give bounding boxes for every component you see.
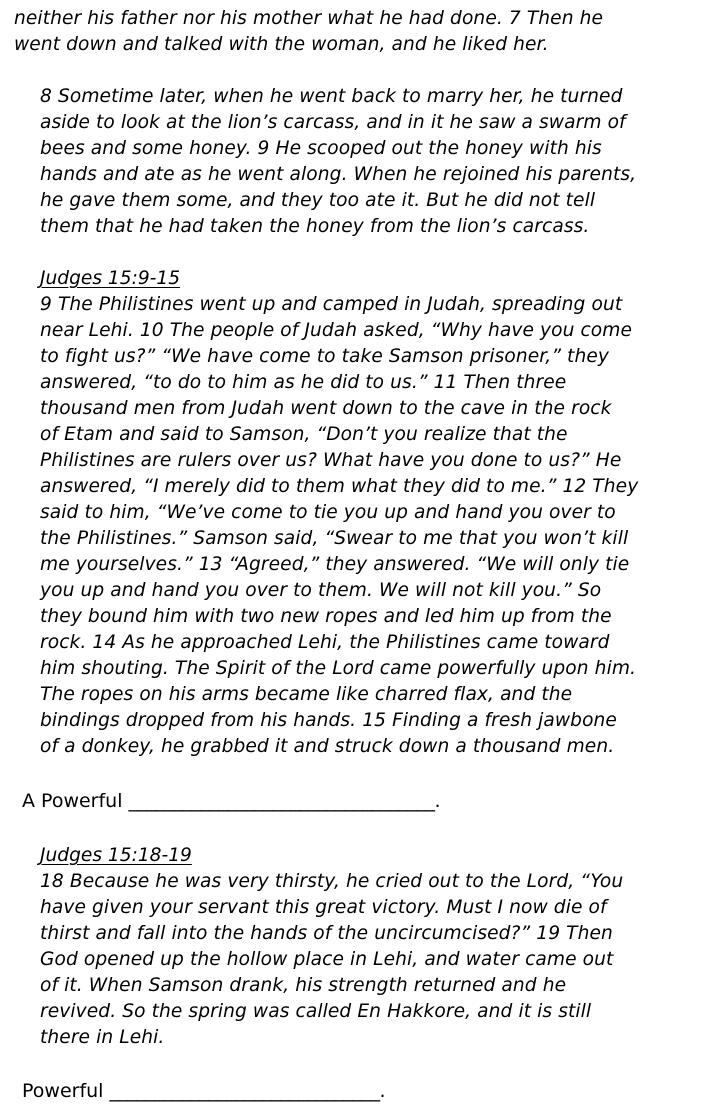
- text-line: hands and ate as he went along. When he rejoined his parents,: [40, 164, 637, 185]
- scripture-passage-2: [40, 869, 623, 1051]
- text-line: they bound him with two new ropes and led him up from the: [40, 606, 612, 627]
- text-line: Philistines are rulers over us? What have you done to us?” He: [40, 450, 622, 471]
- scripture-reference-1: Judges 15:9-15: [40, 268, 181, 289]
- text-line: went down and talked with the woman, and he liked her.: [14, 34, 549, 55]
- text-line: the Philistines.” Samson said, “Swear to me that you won’t kill: [40, 528, 629, 549]
- text-line: of it. When Samson drank, his strength returned and he: [40, 975, 567, 996]
- text-line: thirst and fall into the hands of the uncircumcised?” 19 Then: [40, 923, 613, 944]
- text-line: you up and hand you over to them. We will not kill you.” So: [40, 580, 602, 601]
- text-line: aside to look at the lion’s carcass, and in it he saw a swarm of: [40, 112, 626, 133]
- text-line: said to him, “We’ve come to tie you up and hand you over to: [40, 502, 616, 523]
- text-line: bindings dropped from his hands. 15 Finding a fresh jawbone: [40, 710, 617, 731]
- fill-in-period: .: [434, 790, 441, 812]
- text-line: him shouting. The Spirit of the Lord came powerfully upon him.: [40, 658, 637, 679]
- text-line: 8 Sometime later, when he went back to marry her, he turned: [40, 86, 623, 107]
- text-line: 9 The Philistines went up and camped in Judah, spreading out: [40, 294, 623, 315]
- text-line: of a donkey, he grabbed it and struck down a thousand men.: [40, 736, 615, 757]
- text-line: near Lehi. 10 The people of Judah asked, “Why have you come: [40, 320, 633, 341]
- text-line: God opened up the hollow place in Lehi, and water came out: [40, 949, 614, 970]
- fill-in-blank-2: [22, 1078, 386, 1104]
- text-line: to fight us?” “We have come to take Samson prisoner,” they: [40, 346, 609, 367]
- answer-blank-1[interactable]: __________________________________: [128, 790, 435, 812]
- text-line: thousand men from Judah went down to the cave in the rock: [40, 398, 612, 419]
- text-line: there in Lehi.: [40, 1027, 165, 1048]
- text-line: have given your servant this great victory. Must I now die of: [40, 897, 607, 918]
- scripture-reference-2: Judges 15:18-19: [40, 845, 192, 866]
- fill-in-period: .: [379, 1080, 386, 1102]
- honey-paragraph: [40, 84, 636, 240]
- text-line: bees and some honey. 9 He scooped out the honey with his: [40, 138, 602, 159]
- text-line: answered, “to do to him as he did to us.” 11 Then three: [40, 372, 567, 393]
- text-line: rock. 14 As he approached Lehi, the Philistines came toward: [40, 632, 610, 653]
- answer-blank-2[interactable]: ______________________________: [109, 1080, 380, 1102]
- text-line: 18 Because he was very thirsty, he cried out to the Lord, “You: [40, 871, 624, 892]
- text-line: The ropes on his arms became like charred flax, and the: [40, 684, 573, 705]
- text-line: them that he had taken the honey from the lion’s carcass.: [40, 216, 590, 237]
- fill-in-label: Powerful: [22, 1080, 110, 1102]
- text-line: answered, “I merely did to them what they did to me.” 12 They: [40, 476, 639, 497]
- scripture-passage-1: [40, 292, 638, 760]
- text-line: he gave them some, and they too ate it. But he did not tell: [40, 190, 596, 211]
- text-line: revived. So the spring was called En Hakkore, and it is still: [40, 1001, 592, 1022]
- text-line: me yourselves.” 13 “Agreed,” they answered. “We will only tie: [40, 554, 630, 575]
- fill-in-label: A Powerful: [22, 790, 129, 812]
- intro-paragraph: [14, 6, 603, 58]
- text-line: neither his father nor his mother what he had done. 7 Then he: [14, 8, 604, 29]
- fill-in-blank-1: [22, 788, 441, 814]
- text-line: of Etam and said to Samson, “Don’t you realize that the: [40, 424, 568, 445]
